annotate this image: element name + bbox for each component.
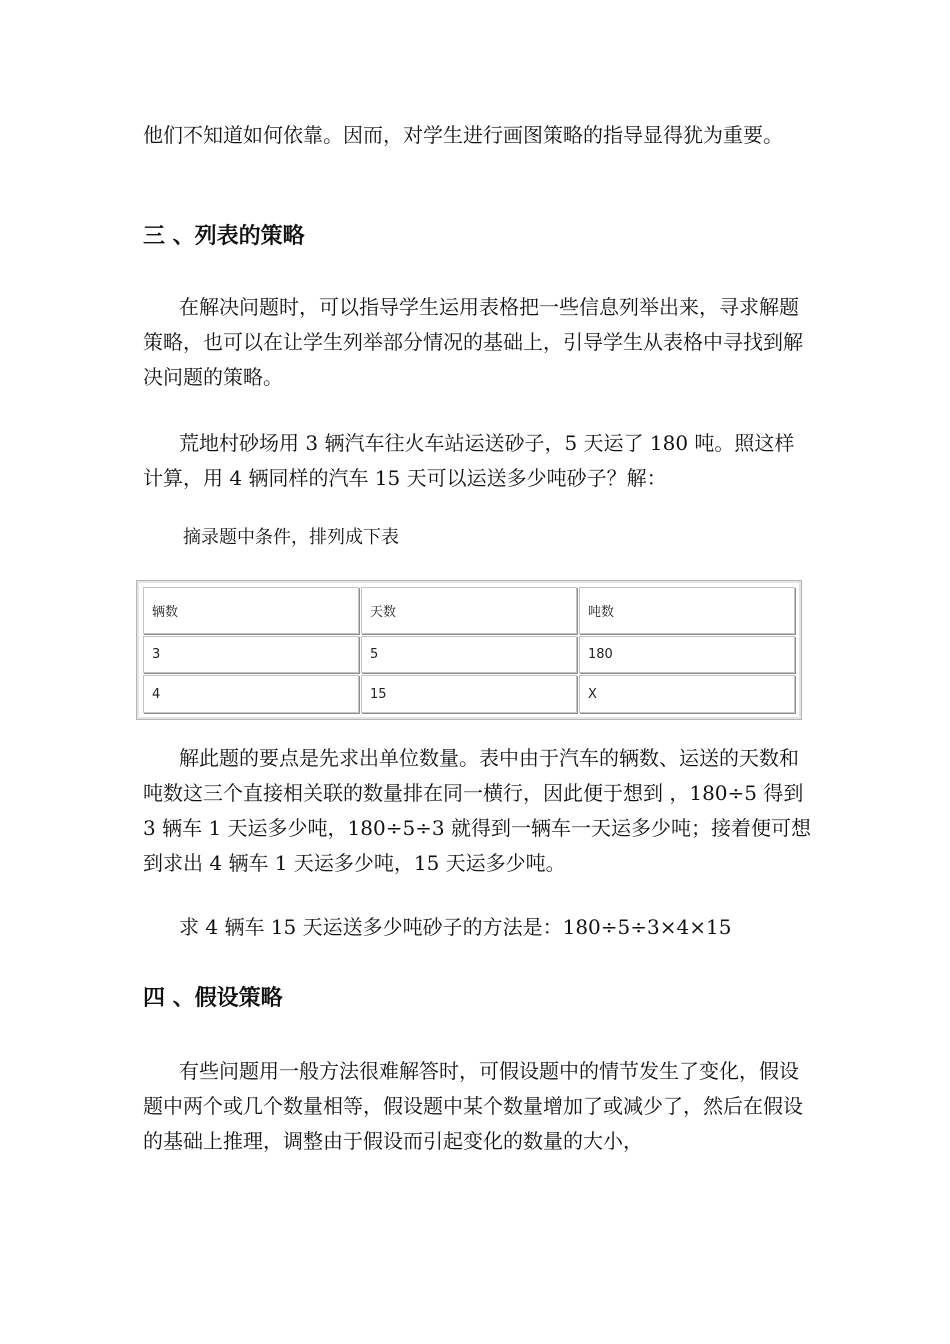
table-caption: 摘录题中条件，排列成下表 [183, 527, 399, 548]
table-cell: 15 [361, 675, 577, 713]
section3-paragraph3: 解此题的要点是先求出单位数量。表中由于汽车的辆数、运送的天数和吨数这三个直接相关联的数量排在同一横行，因此便于想到 ，180÷5 得到 3 辆车 1 天运多少吨，180÷5÷3 就得到一辆车一天运多少吨；接着便可想到求出 4 辆车 1 天运多少吨，15 天运多少吨。 [143, 746, 812, 875]
section4-heading-block [143, 984, 813, 1014]
section3-paragraph1: 在解决问题时，可以指导学生运用表格把一些信息列举出来，寻求解题策略，也可以在让学生列举部分情况的基础上，引导学生从表格中寻找到解决问题的策略。 [143, 295, 803, 389]
section3-paragraph4: 求 4 辆车 15 天运送多少吨砂子的方法是：180÷5÷3×4×15 [179, 915, 732, 939]
section4-paragraph1: 有些问题用一般方法很难解答时，可假设题中的情节发生了变化，假设题中两个或几个数量相等，假设题中某个数量增加了或减少了，然后在假设的基础上推理，调整由于假设而引起变化的数量的大小， [143, 1059, 803, 1153]
table-caption-block [143, 524, 813, 552]
data-table-frame [136, 580, 802, 720]
section3-paragraph3-block [143, 741, 813, 881]
table-row [143, 636, 795, 674]
table-cell: 3 [143, 636, 359, 674]
table-header-row [143, 587, 795, 634]
section3-paragraph2: 荒地村砂场用 3 辆汽车往火车站运送砂子，5 天运了 180 吨。照这样计算，用 4 辆同样的汽车 15 天可以运送多少吨砂子？解： [143, 431, 795, 490]
section3-paragraph2-block [143, 426, 813, 496]
table-header-cell: 辆数 [143, 587, 359, 634]
section3-heading-block [143, 222, 813, 252]
table-cell: X [579, 675, 795, 713]
table-row [143, 675, 795, 713]
section3-paragraph4-block [143, 910, 813, 945]
table-cell: 4 [143, 675, 359, 713]
section3-paragraph1-block [143, 290, 813, 395]
intro-paragraph-block [143, 118, 813, 153]
table-cell: 5 [361, 636, 577, 674]
table-cell: 180 [579, 636, 795, 674]
intro-paragraph: 他们不知道如何依靠。因而，对学生进行画图策略的指导显得犹为重要。 [143, 123, 783, 147]
section4-heading: 四 、假设策略 [143, 986, 283, 1011]
section3-heading: 三 、列表的策略 [143, 224, 305, 249]
table-header-cell: 吨数 [579, 587, 795, 634]
section4-paragraph1-block [143, 1054, 813, 1159]
table-header-cell: 天数 [361, 587, 577, 634]
data-table [141, 585, 797, 715]
